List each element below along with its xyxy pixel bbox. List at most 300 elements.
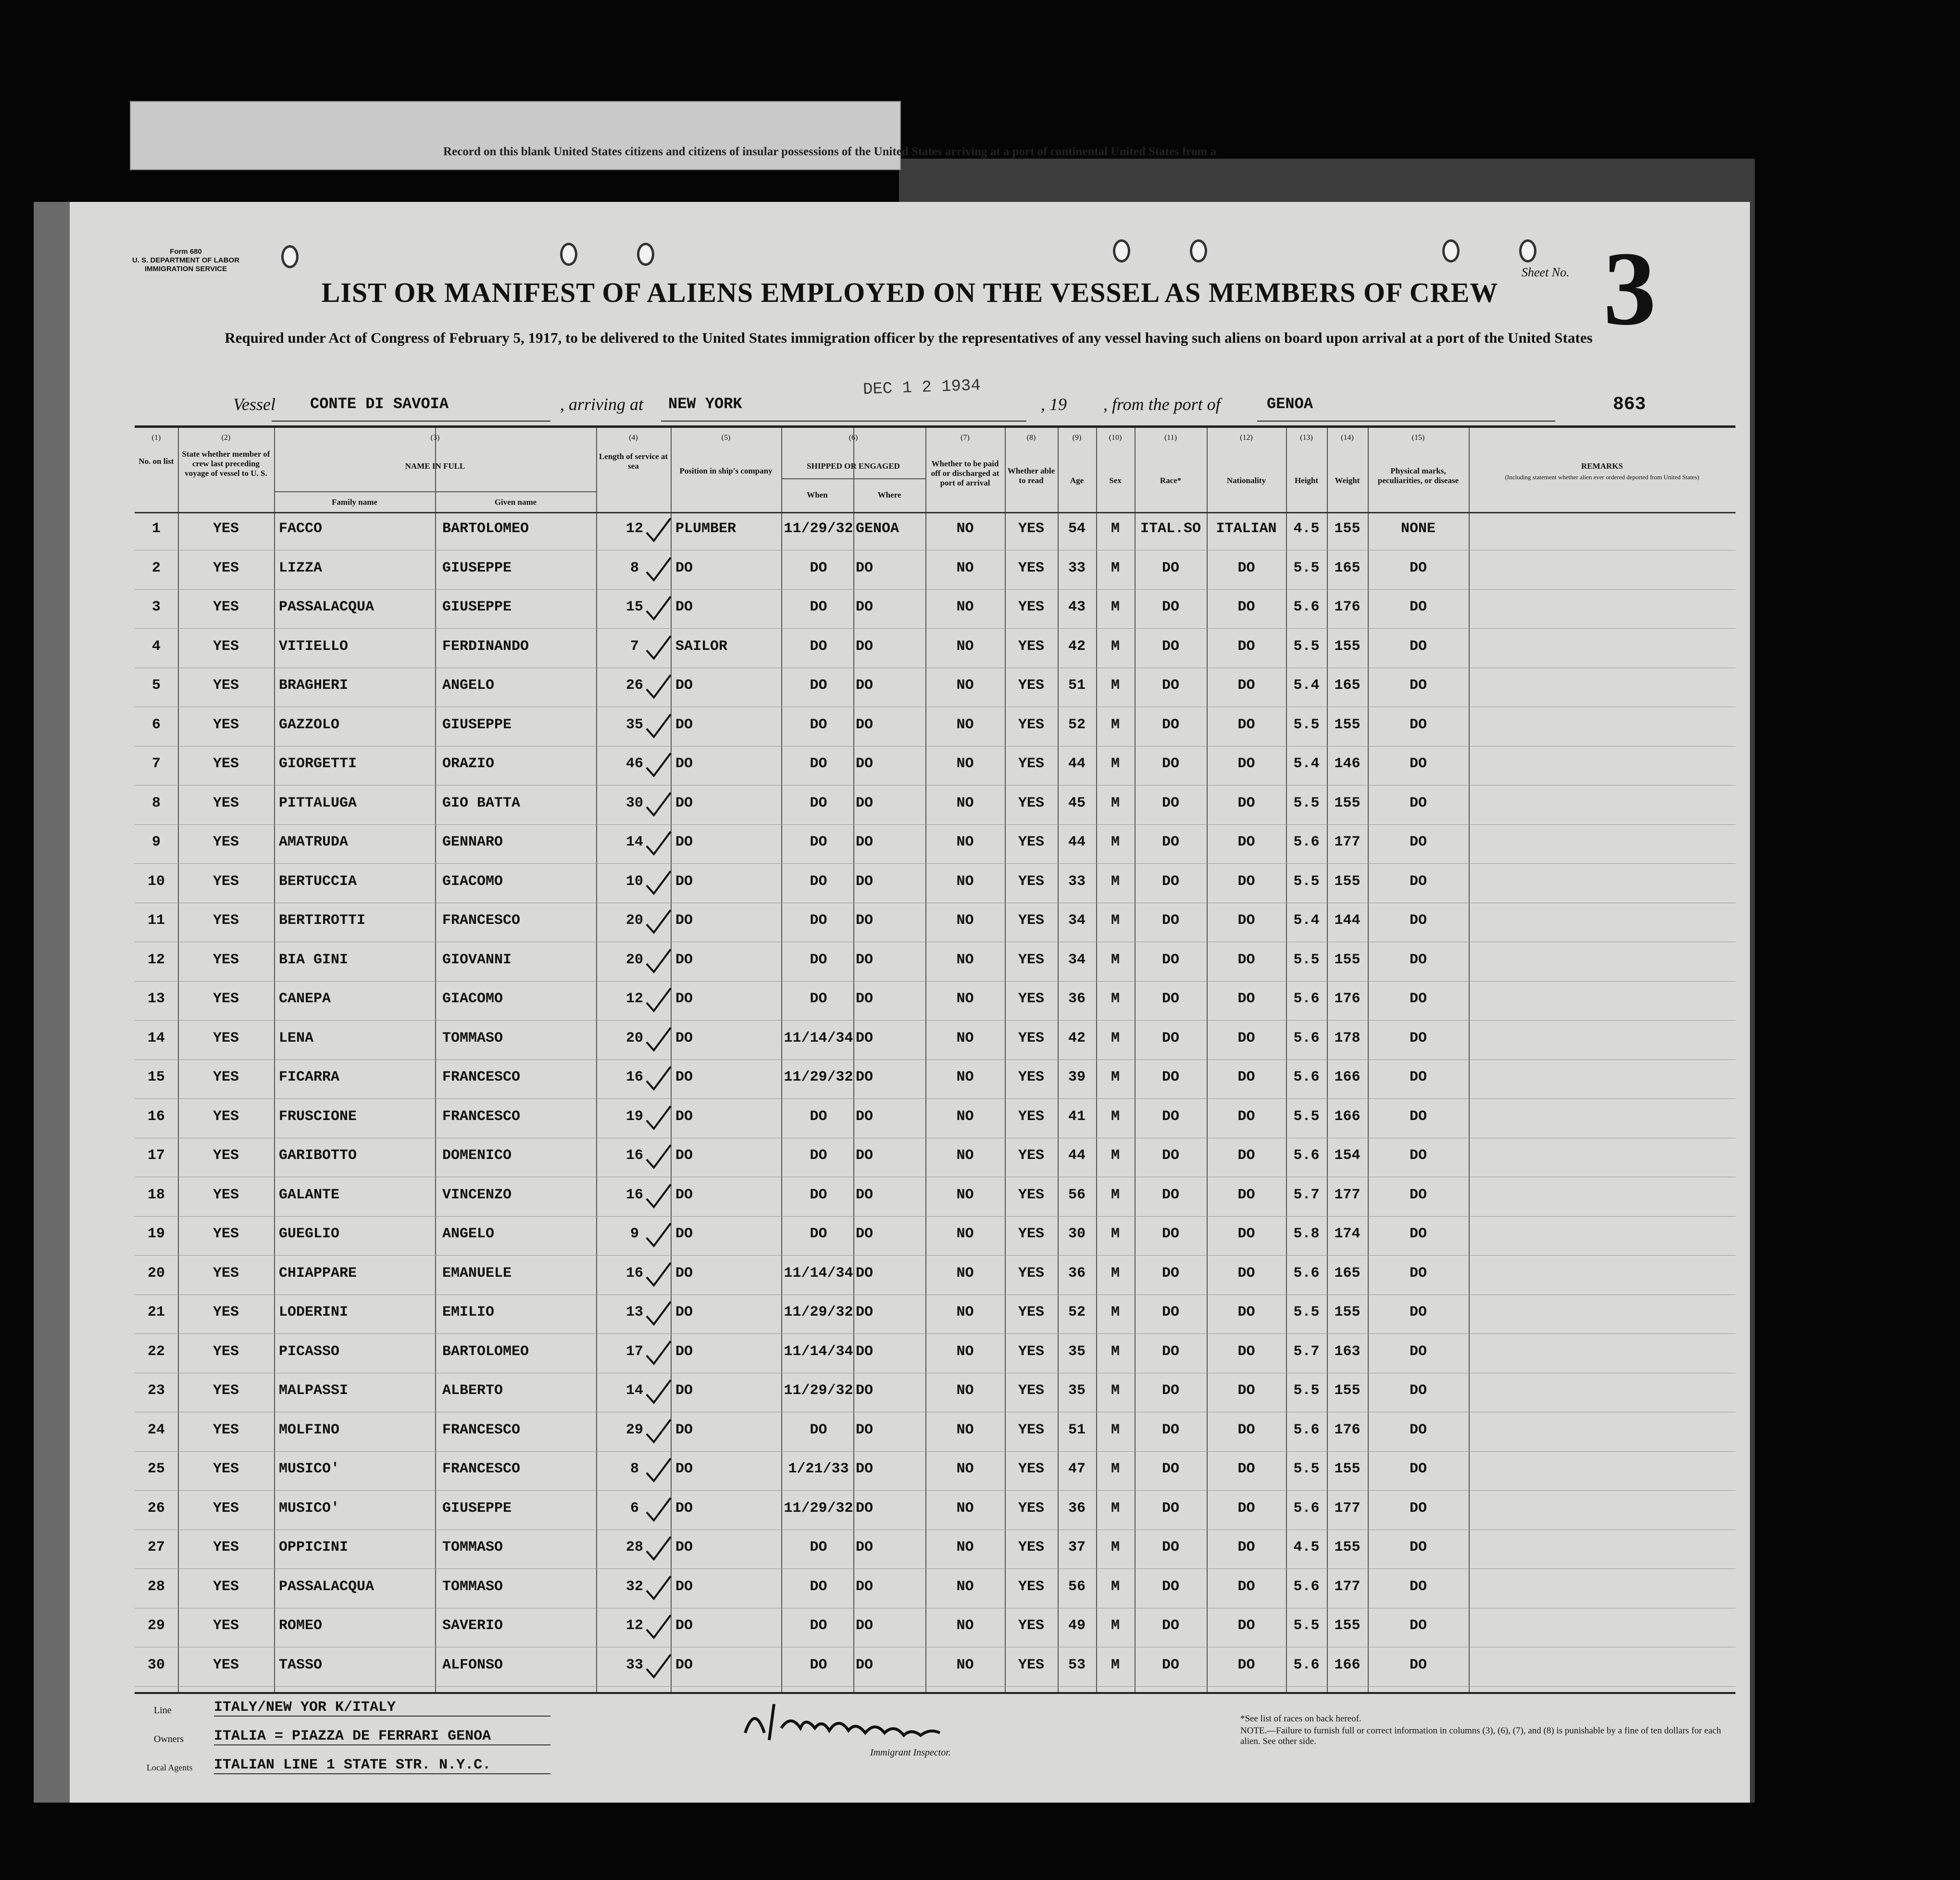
cell-marks: DO	[1409, 1421, 1427, 1438]
cell-race: DO	[1161, 795, 1179, 811]
cell-given: FERDINANDO	[442, 638, 529, 655]
cell-marks: DO	[1409, 873, 1427, 890]
checkmark-icon	[644, 1104, 673, 1133]
cell-marks: DO	[1409, 1186, 1427, 1203]
cell-age: 37	[1068, 1539, 1086, 1556]
cell-length: 13	[625, 1304, 643, 1320]
cell-no: 10	[147, 873, 165, 890]
cell-given: EMANUELE	[442, 1265, 512, 1282]
col-position: Position in ship's company	[679, 466, 773, 475]
col-state: State whether member of crew last preceding voyage of vessel to U. S.	[182, 449, 270, 478]
cell-height: 5.4	[1293, 677, 1320, 694]
back-sheet-text: Record on this blank United States citizens and citizens of insular possessions of the United States arriving at a port of continental United States from a	[443, 145, 1217, 158]
cell-nationality: DO	[1237, 873, 1255, 890]
cell-no: 25	[147, 1461, 165, 1477]
checkmark-icon	[644, 1182, 673, 1211]
table-row	[135, 904, 1735, 942]
from-label: , from the port of	[1103, 395, 1221, 414]
checkmark-icon	[644, 1221, 673, 1250]
cell-height: 5.6	[1293, 1069, 1320, 1085]
cell-height: 5.6	[1293, 1656, 1320, 1673]
cell-state: YES	[212, 1069, 239, 1085]
cell-family: FRUSCIONE	[279, 1108, 357, 1125]
cell-paid: NO	[956, 1500, 974, 1517]
table-row	[135, 512, 1735, 550]
col-name: NAME IN FULL	[405, 461, 465, 471]
page-number: 863	[1613, 394, 1646, 415]
cell-position: DO	[675, 1226, 693, 1242]
cell-marks: DO	[1409, 1578, 1427, 1595]
cell-height: 5.5	[1293, 1382, 1320, 1399]
cell-age: 54	[1068, 521, 1086, 537]
table-row	[135, 590, 1735, 629]
cell-weight: 177	[1334, 1578, 1361, 1595]
cell-when: 11/29/32	[784, 1500, 853, 1517]
cell-weight: 155	[1334, 1382, 1361, 1399]
cell-family: LODERINI	[279, 1304, 349, 1320]
cell-nationality: DO	[1237, 1226, 1255, 1242]
cell-age: 35	[1068, 1382, 1086, 1399]
cell-race: DO	[1161, 1461, 1179, 1477]
cell-family: PASSALACQUA	[279, 1578, 375, 1595]
cell-given: BARTOLOMEO	[442, 521, 529, 537]
punch-hole	[560, 243, 577, 266]
cell-weight: 163	[1334, 1343, 1361, 1360]
checkmark-icon	[644, 869, 673, 897]
checkmark-icon	[644, 634, 673, 662]
col-height: Height	[1294, 476, 1319, 485]
inspector-label: Immigrant Inspector.	[870, 1747, 951, 1758]
cell-marks: DO	[1409, 560, 1427, 576]
cell-family: FICARRA	[279, 1069, 340, 1085]
cell-paid: NO	[956, 1421, 974, 1438]
cell-family: MALPASSI	[279, 1382, 349, 1399]
cell-age: 45	[1068, 795, 1086, 811]
cell-read: YES	[1018, 599, 1044, 615]
cell-where: DO	[856, 1186, 874, 1203]
cell-no: 18	[147, 1186, 165, 1203]
cell-read: YES	[1018, 1030, 1044, 1046]
cell-given: GIOVANNI	[442, 951, 512, 968]
cell-age: 35	[1068, 1343, 1086, 1360]
cell-where: DO	[856, 1500, 874, 1517]
cell-weight: 176	[1334, 599, 1361, 615]
cell-marks: DO	[1409, 599, 1427, 615]
col-length: Length of service at sea	[599, 452, 668, 471]
cell-read: YES	[1018, 1421, 1044, 1438]
cell-family: OPPICINI	[279, 1539, 349, 1556]
back-sheet	[130, 101, 1217, 170]
cell-no: 8	[151, 795, 161, 811]
cell-sex: M	[1111, 1421, 1120, 1438]
cell-where: DO	[856, 560, 874, 576]
cell-paid: NO	[956, 1539, 974, 1556]
cell-family: PITTALUGA	[279, 795, 357, 811]
table-row	[135, 630, 1735, 668]
checkmark-icon	[644, 790, 673, 819]
vessel-name: CONTE DI SAVOIA	[310, 395, 449, 413]
cell-sex: M	[1111, 951, 1120, 968]
cell-family: MOLFINO	[279, 1421, 340, 1438]
cell-race: DO	[1161, 1186, 1179, 1203]
table-row	[135, 1374, 1735, 1412]
cell-age: 44	[1068, 834, 1086, 850]
cell-state: YES	[212, 1421, 239, 1438]
inspector-signature	[736, 1694, 1072, 1747]
cell-length: 20	[625, 951, 643, 968]
cell-position: DO	[675, 1186, 693, 1203]
cell-given: SAVERIO	[442, 1618, 503, 1634]
cell-height: 4.5	[1293, 1539, 1320, 1556]
cell-race: DO	[1161, 1265, 1179, 1282]
cell-state: YES	[212, 1304, 239, 1320]
cell-position: DO	[675, 1147, 693, 1164]
cell-marks: DO	[1409, 756, 1427, 772]
cell-paid: NO	[956, 1265, 974, 1282]
cell-family: GIORGETTI	[279, 756, 357, 772]
cell-where: DO	[856, 873, 874, 890]
cell-weight: 155	[1334, 1461, 1361, 1477]
cell-no: 11	[147, 912, 165, 929]
cell-no: 30	[147, 1656, 165, 1673]
cell-age: 39	[1068, 1069, 1086, 1085]
cell-when: DO	[810, 1421, 827, 1438]
cell-paid: NO	[956, 1618, 974, 1634]
col-paid: Whether to be paid off or discharged at port of arrival	[931, 459, 999, 487]
cell-where: DO	[856, 1226, 874, 1242]
cell-no: 15	[147, 1069, 165, 1085]
cell-where: DO	[856, 638, 874, 655]
cell-read: YES	[1018, 1500, 1044, 1517]
cell-given: ANGELO	[442, 1226, 495, 1242]
cell-paid: NO	[956, 834, 974, 850]
cell-position: PLUMBER	[675, 521, 737, 537]
cell-no: 20	[147, 1265, 165, 1282]
cell-state: YES	[212, 951, 239, 968]
cell-family: PICASSO	[279, 1343, 340, 1360]
agents-value: ITALIAN LINE 1 STATE STR. N.Y.C.	[214, 1757, 550, 1774]
cell-height: 5.6	[1293, 1421, 1320, 1438]
checkmark-icon	[644, 1417, 673, 1446]
cell-no: 16	[147, 1108, 165, 1125]
cell-state: YES	[212, 638, 239, 655]
cell-when: DO	[810, 1618, 827, 1634]
cell-position: DO	[675, 1030, 693, 1046]
cell-nationality: DO	[1237, 1539, 1255, 1556]
cell-marks: DO	[1409, 951, 1427, 968]
cell-race: DO	[1161, 1421, 1179, 1438]
cell-marks: DO	[1409, 677, 1427, 694]
cell-race: DO	[1161, 1304, 1179, 1320]
cell-length: 14	[625, 834, 643, 850]
cell-nationality: DO	[1237, 1382, 1255, 1399]
cell-sex: M	[1111, 834, 1120, 850]
cell-paid: NO	[956, 795, 974, 811]
cell-marks: DO	[1409, 716, 1427, 733]
cell-paid: NO	[956, 1226, 974, 1242]
cell-family: MUSICO'	[279, 1461, 340, 1477]
cell-marks: DO	[1409, 912, 1427, 929]
cell-length: 16	[625, 1265, 643, 1282]
cell-family: CANEPA	[279, 991, 331, 1007]
cell-sex: M	[1111, 1304, 1120, 1320]
cell-given: GIUSEPPE	[442, 599, 512, 615]
cell-position: DO	[675, 1500, 693, 1517]
checkmark-icon	[644, 1378, 673, 1407]
cell-given: GIUSEPPE	[442, 560, 512, 576]
cell-state: YES	[212, 677, 239, 694]
cell-read: YES	[1018, 1147, 1044, 1164]
cell-weight: 144	[1334, 912, 1361, 929]
cell-when: DO	[810, 756, 827, 772]
cell-marks: DO	[1409, 991, 1427, 1007]
cell-state: YES	[212, 1578, 239, 1595]
cell-position: DO	[675, 991, 693, 1007]
cell-paid: NO	[956, 1030, 974, 1046]
cell-given: VINCENZO	[442, 1186, 512, 1203]
cell-when: 1/21/33	[788, 1461, 849, 1477]
cell-length: 29	[625, 1421, 643, 1438]
cell-sex: M	[1111, 795, 1120, 811]
cell-age: 34	[1068, 951, 1086, 968]
cell-read: YES	[1018, 834, 1044, 850]
cell-nationality: DO	[1237, 1265, 1255, 1282]
cell-when: DO	[810, 951, 827, 968]
cell-no: 28	[147, 1578, 165, 1595]
cell-state: YES	[212, 1186, 239, 1203]
cell-weight: 155	[1334, 951, 1361, 968]
cell-age: 44	[1068, 1147, 1086, 1164]
cell-paid: NO	[956, 1461, 974, 1477]
cell-when: DO	[810, 1578, 827, 1595]
cell-length: 17	[625, 1343, 643, 1360]
cell-no: 3	[151, 599, 161, 615]
cell-given: ANGELO	[442, 677, 495, 694]
cell-length: 8	[630, 560, 639, 576]
punch-hole	[281, 245, 299, 268]
cell-height: 5.5	[1293, 873, 1320, 890]
checkmark-icon	[644, 1339, 673, 1368]
cell-weight: 154	[1334, 1147, 1361, 1164]
cell-race: DO	[1161, 1030, 1179, 1046]
cell-marks: NONE	[1400, 521, 1436, 537]
cell-paid: NO	[956, 1147, 974, 1164]
punch-hole	[637, 243, 654, 266]
table-row	[135, 1217, 1735, 1256]
cell-state: YES	[212, 795, 239, 811]
cell-marks: DO	[1409, 1069, 1427, 1085]
cell-nationality: DO	[1237, 1304, 1255, 1320]
cell-sex: M	[1111, 991, 1120, 1007]
line-value: ITALY/NEW YOR K/ITALY	[214, 1699, 550, 1717]
cell-position: DO	[675, 873, 693, 890]
cell-height: 5.6	[1293, 1030, 1320, 1046]
cell-position: DO	[675, 1618, 693, 1634]
cell-age: 47	[1068, 1461, 1086, 1477]
cell-given: FRANCESCO	[442, 1461, 521, 1477]
col-nationality: Nationality	[1226, 476, 1266, 485]
table-row	[135, 982, 1735, 1021]
cell-state: YES	[212, 1343, 239, 1360]
cell-sex: M	[1111, 560, 1120, 576]
cell-marks: DO	[1409, 1030, 1427, 1046]
cell-race: DO	[1161, 1343, 1179, 1360]
cell-when: DO	[810, 677, 827, 694]
cell-read: YES	[1018, 873, 1044, 890]
cell-when: 11/29/32	[784, 1382, 853, 1399]
cell-no: 2	[151, 560, 161, 576]
cell-given: FRANCESCO	[442, 1069, 521, 1085]
cell-sex: M	[1111, 1186, 1120, 1203]
cell-marks: DO	[1409, 1618, 1427, 1634]
cell-given: ORAZIO	[442, 756, 495, 772]
cell-state: YES	[212, 1147, 239, 1164]
table-row	[135, 1609, 1735, 1647]
cell-height: 5.5	[1293, 951, 1320, 968]
col-shipped: SHIPPED OR ENGAGED	[807, 461, 900, 471]
cell-weight: 177	[1334, 834, 1361, 850]
cell-given: GIO BATTA	[442, 795, 521, 811]
cell-height: 5.6	[1293, 1500, 1320, 1517]
cell-position: DO	[675, 677, 693, 694]
cell-age: 49	[1068, 1618, 1086, 1634]
cell-height: 4.5	[1293, 521, 1320, 537]
cell-no: 17	[147, 1147, 165, 1164]
checkmark-icon	[644, 672, 673, 701]
cell-read: YES	[1018, 1304, 1044, 1320]
cell-position: DO	[675, 912, 693, 929]
cell-given: TOMMASO	[442, 1539, 503, 1556]
cell-length: 16	[625, 1147, 643, 1164]
cell-where: DO	[856, 1147, 874, 1164]
cell-position: SAILOR	[675, 638, 728, 655]
cell-position: DO	[675, 756, 693, 772]
cell-race: DO	[1161, 1147, 1179, 1164]
col-weight: Weight	[1335, 476, 1360, 485]
cell-height: 5.6	[1293, 599, 1320, 615]
cell-nationality: DO	[1237, 951, 1255, 968]
cell-height: 5.5	[1293, 560, 1320, 576]
cell-when: DO	[810, 834, 827, 850]
checkmark-icon	[644, 986, 673, 1015]
cell-race: DO	[1161, 599, 1179, 615]
cell-length: 12	[625, 521, 643, 537]
cell-race: DO	[1161, 1108, 1179, 1125]
cell-race: DO	[1161, 756, 1179, 772]
cell-when: DO	[810, 716, 827, 733]
cell-no: 14	[147, 1030, 165, 1046]
cell-race: DO	[1161, 834, 1179, 850]
cell-family: CHIAPPARE	[279, 1265, 357, 1282]
cell-paid: NO	[956, 873, 974, 890]
cell-family: GUEGLIO	[279, 1226, 340, 1242]
cell-length: 35	[625, 716, 643, 733]
cell-paid: NO	[956, 638, 974, 655]
cell-paid: NO	[956, 521, 974, 537]
cell-state: YES	[212, 1108, 239, 1125]
table-row	[135, 1139, 1735, 1177]
table-row	[135, 747, 1735, 785]
cell-where: DO	[856, 677, 874, 694]
cell-height: 5.5	[1293, 1461, 1320, 1477]
checkmark-icon	[644, 1534, 673, 1563]
cell-read: YES	[1018, 1578, 1044, 1595]
cell-age: 52	[1068, 1304, 1086, 1320]
cell-race: DO	[1161, 1069, 1179, 1085]
cell-age: 51	[1068, 677, 1086, 694]
cell-race: DO	[1161, 1226, 1179, 1242]
year-label: , 19	[1041, 395, 1067, 414]
cell-read: YES	[1018, 1186, 1044, 1203]
cell-length: 6	[630, 1500, 639, 1517]
cell-age: 30	[1068, 1226, 1086, 1242]
cell-given: GENNARO	[442, 834, 503, 850]
cell-family: LENA	[279, 1030, 314, 1046]
cell-given: GIACOMO	[442, 873, 503, 890]
cell-family: GALANTE	[279, 1186, 340, 1203]
cell-sex: M	[1111, 1461, 1120, 1477]
cell-no: 5	[151, 677, 161, 694]
cell-read: YES	[1018, 1265, 1044, 1282]
agents-label: Local Agents	[147, 1763, 193, 1772]
cell-length: 46	[625, 756, 643, 772]
cell-read: YES	[1018, 795, 1044, 811]
cell-length: 14	[625, 1382, 643, 1399]
cell-when: 11/14/34	[784, 1030, 853, 1046]
checkmark-icon	[644, 908, 673, 936]
cell-race: DO	[1161, 1578, 1179, 1595]
cell-sex: M	[1111, 677, 1120, 694]
col-read: Whether able to read	[1007, 466, 1055, 485]
cell-sex: M	[1111, 1578, 1120, 1595]
punch-hole	[1519, 239, 1536, 262]
cell-family: PASSALACQUA	[279, 599, 375, 615]
cell-weight: 155	[1334, 521, 1361, 537]
cell-paid: NO	[956, 1069, 974, 1085]
page-title: LIST OR MANIFEST OF ALIENS EMPLOYED ON THE VESSEL AS MEMBERS OF CREW	[321, 277, 1498, 308]
cell-family: TASSO	[279, 1656, 323, 1673]
cell-age: 51	[1068, 1421, 1086, 1438]
table-row	[135, 825, 1735, 864]
cell-race: DO	[1161, 873, 1179, 890]
cell-state: YES	[212, 991, 239, 1007]
cell-race: DO	[1161, 638, 1179, 655]
sheet-number: 3	[1603, 230, 1656, 347]
cell-race: DO	[1161, 951, 1179, 968]
col-age: Age	[1070, 476, 1084, 485]
cell-weight: 166	[1334, 1108, 1361, 1125]
checkmark-icon	[644, 751, 673, 780]
table-row	[135, 786, 1735, 825]
cell-length: 19	[625, 1108, 643, 1125]
col-sex: Sex	[1109, 476, 1122, 485]
checkmark-icon	[644, 829, 673, 858]
cell-nationality: DO	[1237, 1186, 1255, 1203]
cell-height: 5.7	[1293, 1343, 1320, 1360]
cell-sex: M	[1111, 873, 1120, 890]
cell-state: YES	[212, 560, 239, 576]
cell-height: 5.4	[1293, 912, 1320, 929]
cell-length: 16	[625, 1069, 643, 1085]
penalty-note: NOTE.—Failure to furnish full or correct information in columns (3), (6), (7), and (8) is punishable by a fine of ten dollars for each alien. See other side.	[1240, 1726, 1721, 1746]
cell-family: ROMEO	[279, 1618, 323, 1634]
punch-hole	[1113, 239, 1130, 262]
cell-length: 12	[625, 1618, 643, 1634]
cell-where: DO	[856, 1578, 874, 1595]
cell-position: DO	[675, 1382, 693, 1399]
cell-age: 33	[1068, 873, 1086, 890]
cell-state: YES	[212, 1382, 239, 1399]
